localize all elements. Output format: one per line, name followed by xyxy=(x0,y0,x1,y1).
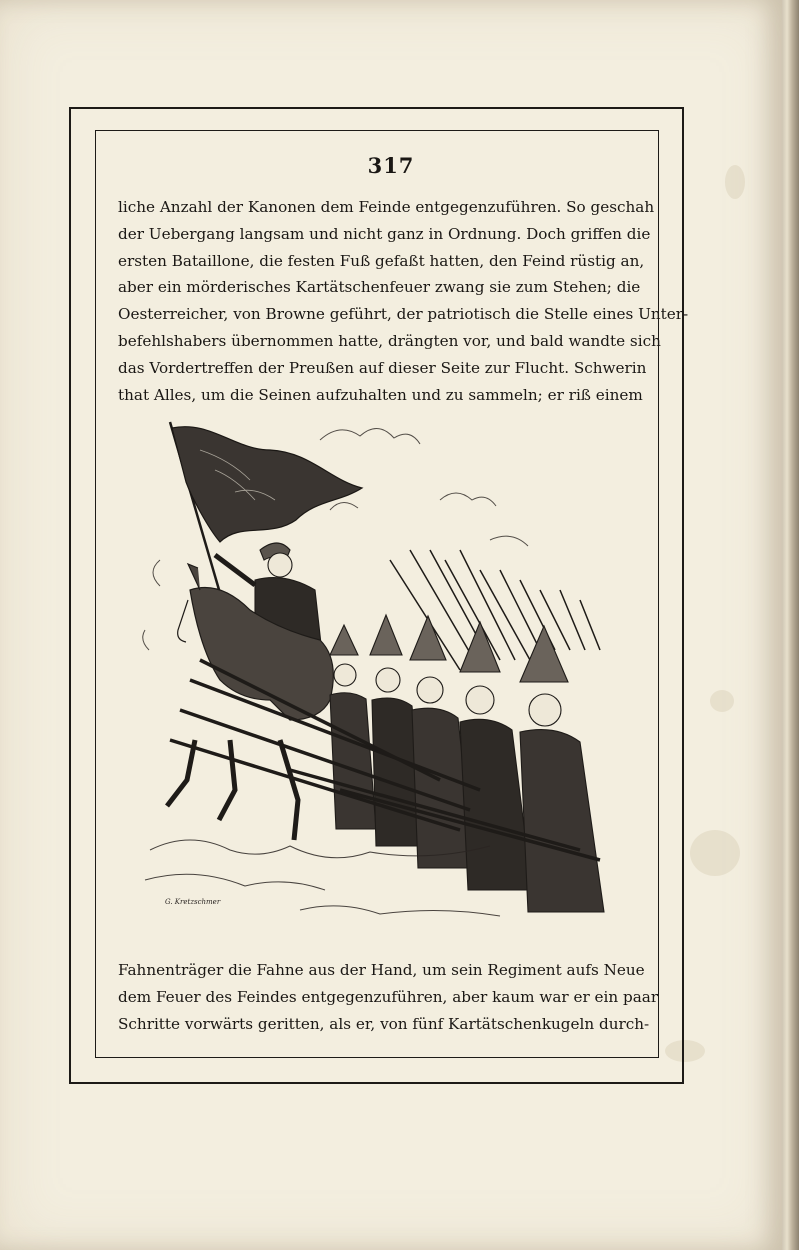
text-line: that Alles, um die Seinen aufzuhalten und zu sammeln; er riß einem xyxy=(118,385,643,404)
body-text-bottom xyxy=(118,957,659,1037)
text-line: das Vordertreffen der Preußen auf dieser Seite zur Flucht. Schwerin xyxy=(118,358,647,377)
body-text-top xyxy=(118,194,689,408)
artist-signature: G. Kretzschmer xyxy=(165,898,221,906)
engraving-illustration xyxy=(140,410,610,935)
text-line: ersten Bataillone, die festen Fuß gefaßt hatten, den Feind rüstig an, xyxy=(118,251,645,270)
page-edge xyxy=(782,0,799,1250)
text-line: aber ein mörderisches Kartätschenfeuer zwang sie zum Stehen; die xyxy=(118,278,641,297)
text-line: dem Feuer des Feindes entgegenzuführen, aber kaum war er ein paar xyxy=(118,987,659,1006)
paper-stain xyxy=(690,830,740,876)
text-line: der Uebergang langsam und nicht ganz in Ordnung. Doch griffen die xyxy=(118,224,651,243)
text-line: Schritte vorwärts geritten, als er, von fünf Kartätschenkugeln durch- xyxy=(118,1014,650,1033)
battle-scene-engraving xyxy=(140,410,610,935)
text-line: Oesterreicher, von Browne geführt, der patriotisch die Stelle eines Unter- xyxy=(118,305,689,324)
paper-stain xyxy=(710,690,734,712)
text-line: befehlshabers übernommen hatte, drängten vor, und bald wandte sich xyxy=(118,331,661,350)
text-line: Fahnenträger die Fahne aus der Hand, um sein Regiment aufs Neue xyxy=(118,961,645,979)
text-line: liche Anzahl der Kanonen dem Feinde entgegenzuführen. So geschah xyxy=(118,198,655,216)
page-number: 317 xyxy=(367,153,415,178)
